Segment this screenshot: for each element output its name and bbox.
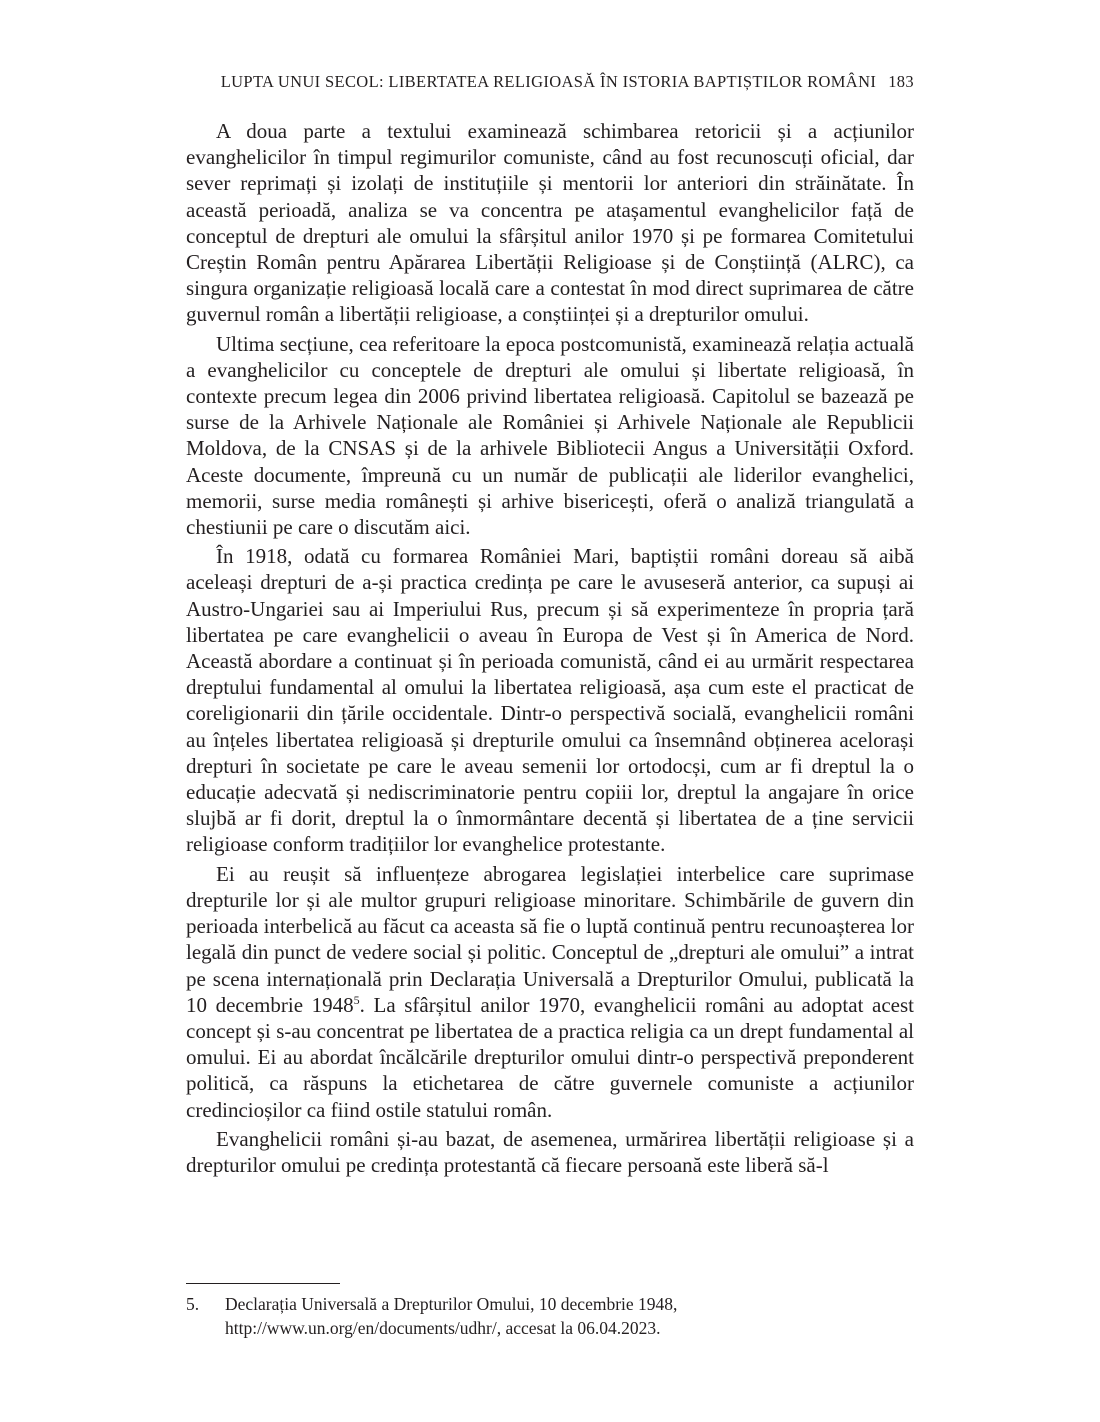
running-header (186, 72, 914, 92)
page-number: 183 (888, 72, 914, 91)
footnote-separator (186, 1283, 340, 1284)
running-title: LUPTA UNUI SECOL: LIBERTATEA RELIGIOASĂ ÎN ISTORIA BAPTIȘTILOR ROMÂNI (220, 72, 877, 91)
footnote-text: Declarația Universală a Drepturilor Omului, 10 decembrie 1948, http://www.un.org/en/documents/udhr/, accesat la 06.04.2023. (225, 1294, 678, 1338)
paragraph-4 (186, 861, 914, 1123)
paragraph-4-text-b: . La sfârșitul anilor 1970, evanghelicii români au adoptat acest concept și s-au concentrat pe libertatea de a practica religia ca un drept fundamental al omului. Ei au abordat încălcările drepturilor omului dintr-o perspectivă preponderent politică, ca răspuns la etichetarea de către guvernele comuniste a acțiunilor credincioșilor ca fiind ostile statului român. (186, 992, 914, 1122)
paragraph-3: În 1918, odată cu formarea României Mari, baptiștii români doreau să aibă aceleași drepturi de a-și practica credința pe care le avuseseră anterior, ca supuși ai Austro-Ungariei sau ai Imperiului Rus, precum și să experimenteze în propria țară libertatea pe care evanghelicii o aveau în Europa de Vest și în America de Nord. Această abordare a continuat și în perioada comunistă, când ei au urmărit respectarea dreptului fundamental al omului la libertatea religioasă, așa cum este el practicat de coreligionarii din țările occidentale. Dintr-o perspectivă socială, evanghelicii români au înțeles libertatea religioasă și drepturile omului ca însemnând obținerea acelorași drepturi în societate pe care le aveau semenii lor ortodocși, cum ar fi dreptul la o educație adecvată și nediscriminatorie pentru copiii lor, dreptul la angajare în orice slujbă ar fi dorit, dreptul la o înmormântare decentă și libertatea de a ține servicii religioase conform tradițiilor lor evanghelice protestante. (186, 544, 914, 857)
paragraph-5: Evanghelicii români și-au bazat, de asemenea, urmărirea libertății religioase și a drepturilor omului pe credința protestantă că fiecare persoană este liberă să-l (186, 1126, 914, 1177)
paragraph-4-text-a: Ei au reușit să influențeze abrogarea legislației interbelice care suprimase drepturile lor și ale multor grupuri religioase minoritare. Schimbările de guvern din perioada interbelică au făcut ca aceasta să fie o luptă continuă pentru recunoașterea lor legală din punct de vedere social și politic. Conceptul de „drepturi ale omului” a intrat pe scena internațională prin Declarația Universală a Drepturilor Omului, publicată la 10 decembrie 1948 (186, 861, 914, 1017)
body-text (186, 118, 914, 1181)
paragraph-2: Ultima secțiune, cea referitoare la epoca postcomunistă, examinează relația actuală a evanghelicilor cu conceptele de drepturi ale omului și libertate religioasă, în contexte precum legea din 2006 privind libertatea religioasă. Capitolul se bazează pe surse de la Arhivele Naționale ale României și Arhivele Naționale ale Republicii Moldova, de la CNSAS și de la arhivele Bibliotecii Angus a Universității Oxford. Aceste documente, împreună cu un număr de publicații ale liderilor evanghelici, memorii, surse media românești și arhive bisericești, oferă o analiză triangulată a chestiunii pe care o discutăm aici. (186, 331, 914, 540)
footnote-number: 5. (186, 1294, 200, 1314)
footnote (186, 1292, 914, 1340)
footnote-reference[interactable]: 5 (353, 992, 360, 1007)
paragraph-1: A doua parte a textului examinează schimbarea retoricii și a acțiunilor evanghelicilor în timpul regimurilor comuniste, când au fost recunoscuți oficial, dar sever reprimați și izolați de instituțiile și mentorii lor anteriori din străinătate. În această perioadă, analiza se va concentra pe atașamentul evanghelicilor față de conceptul de drepturi ale omului la sfârșitul anilor 1970 și pe formarea Comitetului Creștin Român pentru Apărarea Libertății Religioase și de Conștiință (ALRC), ca singura organizație religioasă locală care a contestat în mod direct suprimarea de către guvernul român a libertății religioase, a conștiinței și a drepturilor omului. (186, 119, 914, 327)
